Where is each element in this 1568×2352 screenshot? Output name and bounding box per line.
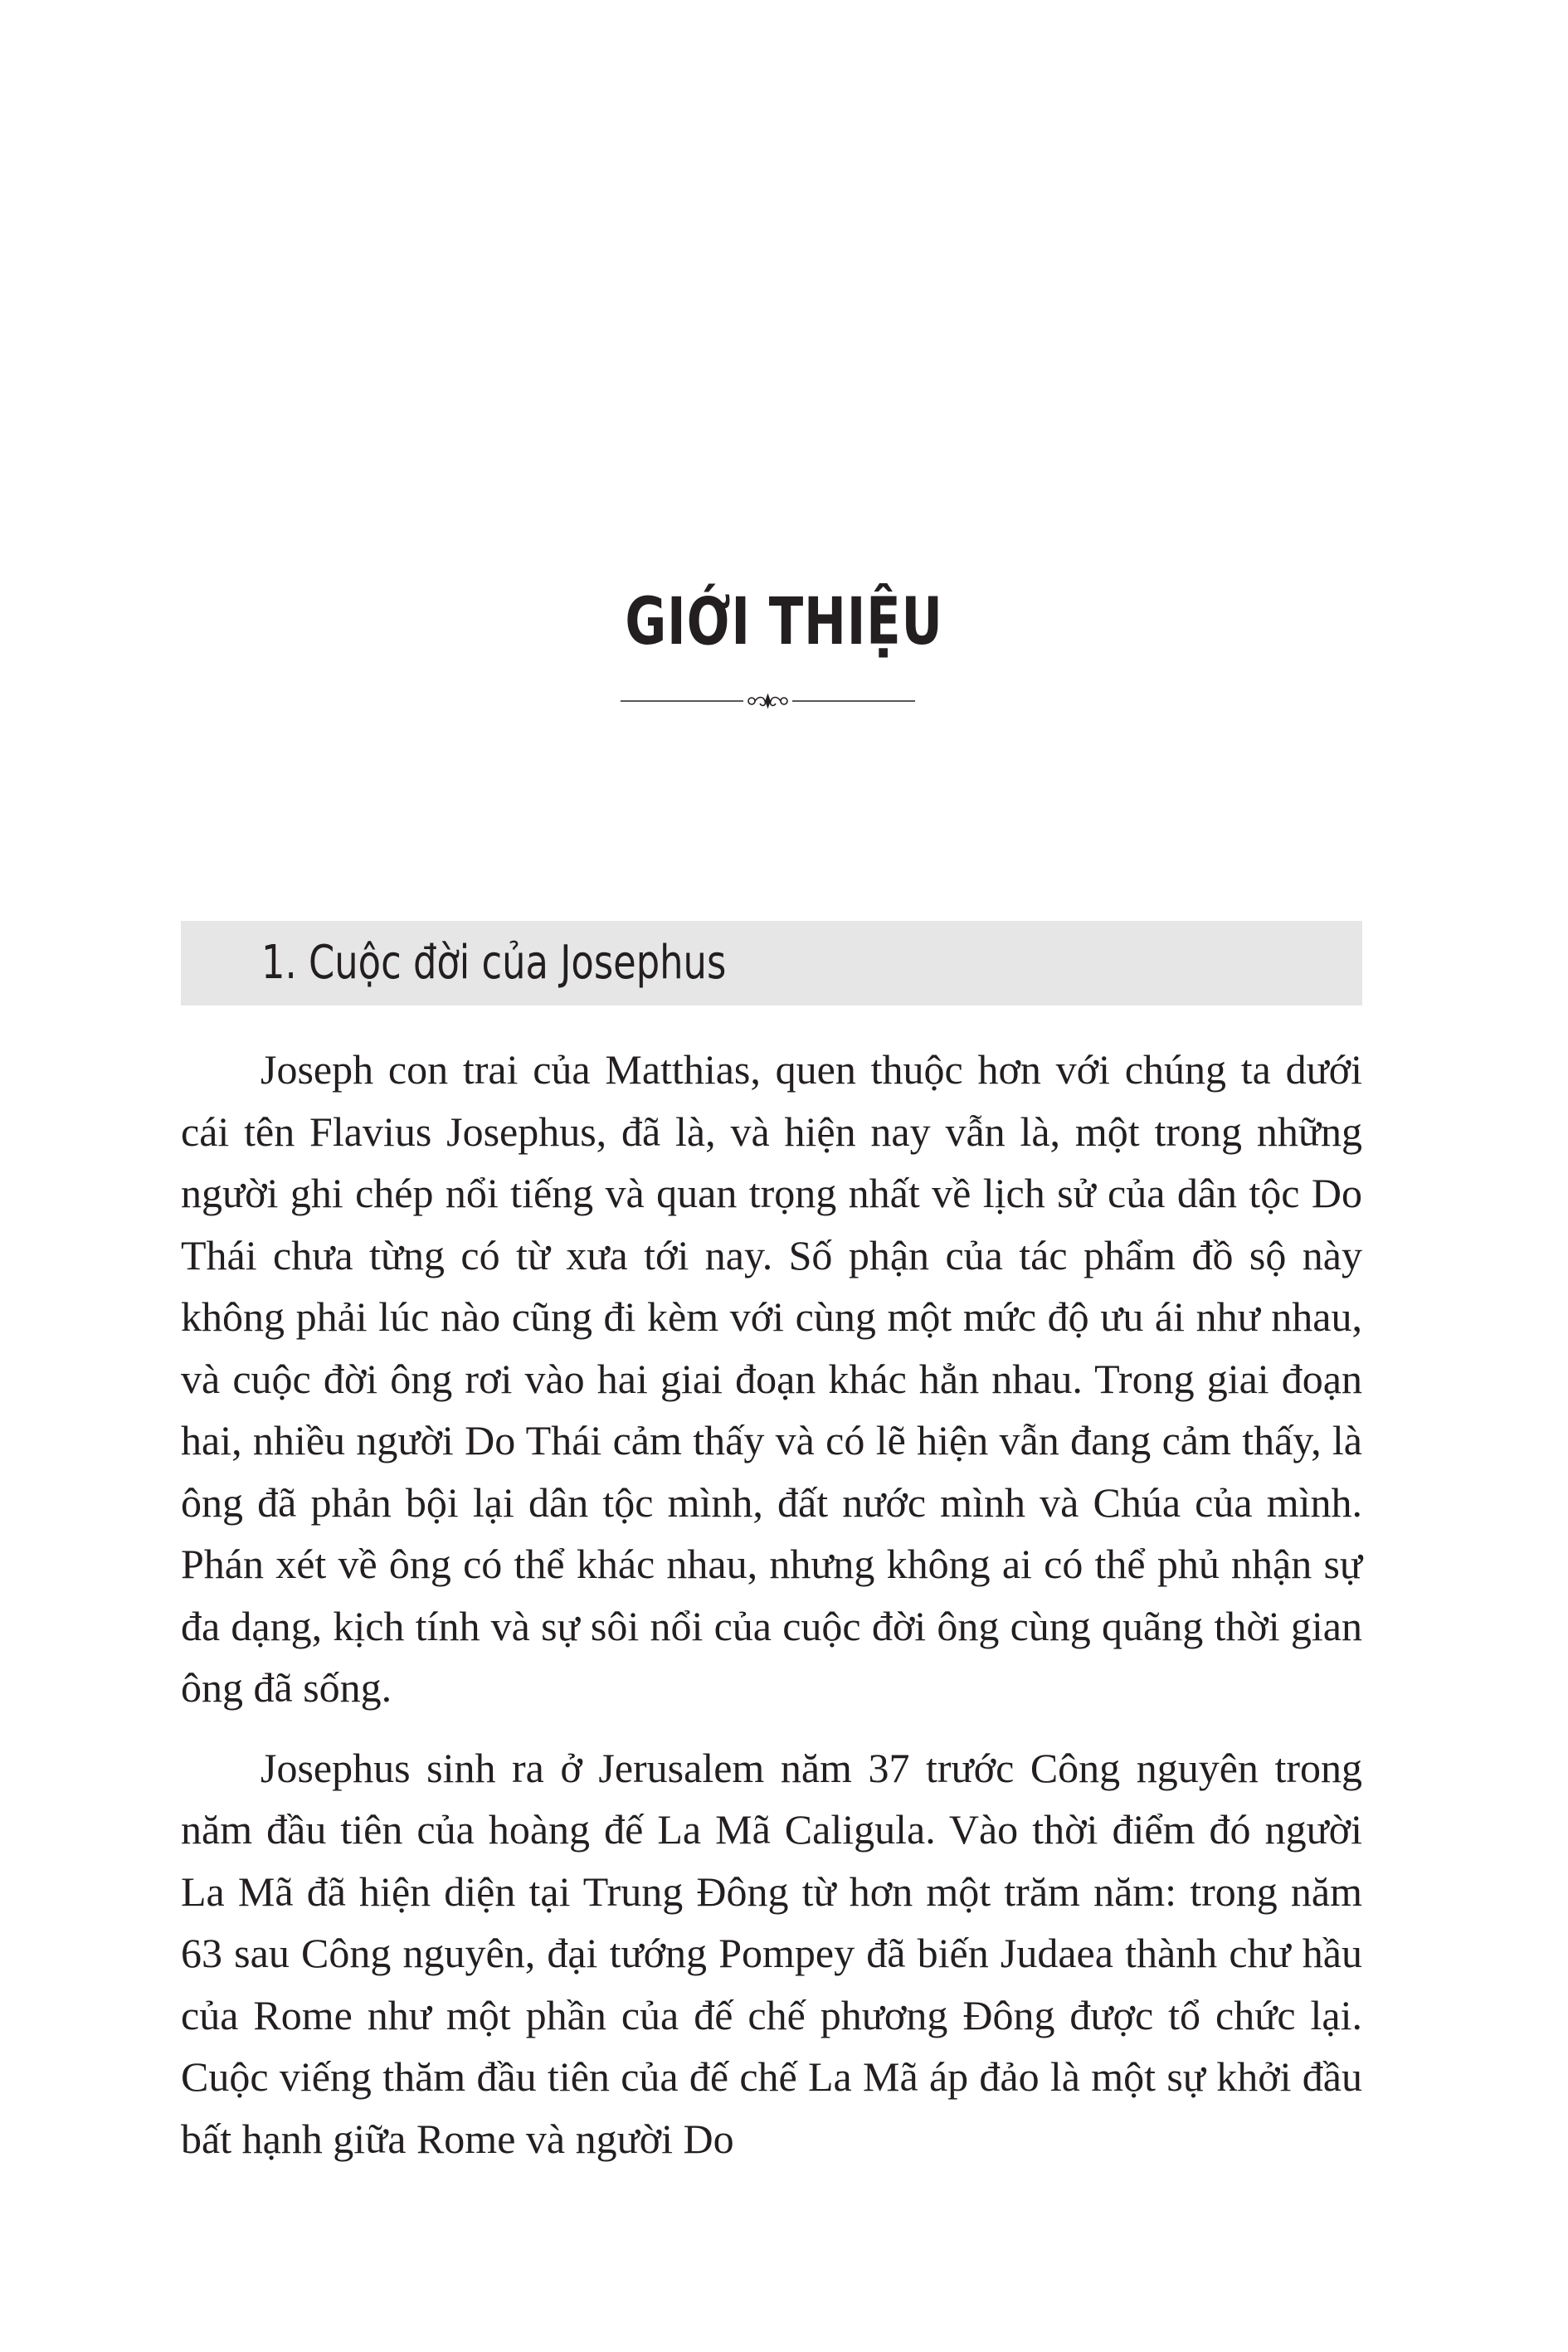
body-text [181, 1039, 1362, 2188]
paragraph: Joseph con trai của Matthias, quen thuộc hơn với chúng ta dưới cái tên Flavius Josephus, đã là, và hiện nay vẫn là, một trong những người ghi chép nổi tiếng và quan trọng nhất về lịch sử của dân tộc Do Thái chưa từng có từ xưa tới nay. Số phận của tác phẩm đồ sộ này không phải lúc nào cũng đi kèm với cùng một mức độ ưu ái như nhau, và cuộc đời ông rơi vào hai giai đoạn khác hẳn nhau. Trong giai đoạn hai, nhiều người Do Thái cảm thấy và có lẽ hiện vẫn đang cảm thấy, là ông đã phản bội lại dân tộc mình, đất nước mình và Chúa của mình. Phán xét về ông có thể khác nhau, nhưng không ai có thể phủ nhận sự đa dạng, kịch tính và sự sôi nổi của cuộc đời ông cùng quãng thời gian ông đã sống. [181, 1046, 1362, 1711]
chapter-title: GIỚI THIỆU [625, 585, 943, 660]
paragraph: Josephus sinh ra ở Jerusalem năm 37 trước Công nguyên trong năm đầu tiên của hoàng đế La Mã Caligula. Vào thời điểm đó người La Mã đã hiện diện tại Trung Đông từ hơn một trăm năm: trong năm 63 sau Công nguyên, đại tướng Pompey đã biến Judaea thành chư hầu của Rome như một phần của đế chế phương Đông được tổ chức lại. Cuộc viếng thăm đầu tiên của đế chế La Mã áp đảo là một sự khởi đầu bất hạnh giữa Rome và người Do [181, 1744, 1362, 2162]
section-title: 1. Cuộc đời của Josephus [261, 936, 727, 990]
ornamental-divider [621, 689, 915, 713]
